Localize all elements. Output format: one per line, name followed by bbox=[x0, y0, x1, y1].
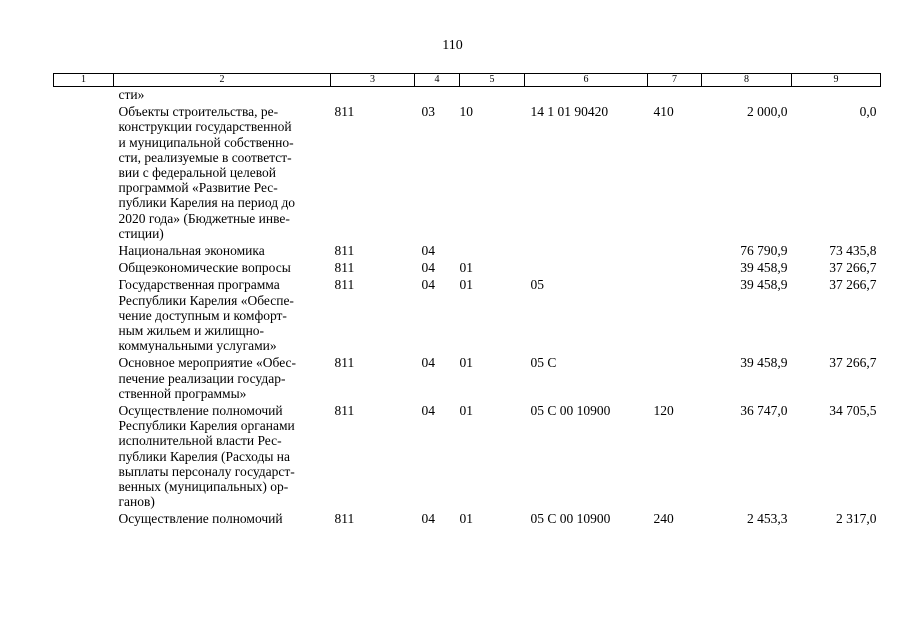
ministry-code bbox=[331, 87, 415, 103]
amount-year-2: 0,0 bbox=[859, 104, 877, 120]
row-index-cell bbox=[54, 87, 114, 103]
section-code: 04 bbox=[421, 511, 435, 527]
amount-year-1: 36 747,0 bbox=[740, 403, 788, 419]
column-number-4: 4 bbox=[415, 74, 460, 87]
amount-year-1: 39 458,9 bbox=[740, 277, 788, 293]
column-number-6: 6 bbox=[525, 74, 648, 87]
budget-table bbox=[53, 73, 881, 527]
section-code: 04 bbox=[421, 243, 435, 259]
amount-year-2 bbox=[792, 87, 881, 103]
amount-year-1: 76 790,9 bbox=[740, 243, 788, 259]
row-index-cell bbox=[54, 102, 114, 241]
ministry-code: 811 bbox=[334, 511, 355, 527]
table-row bbox=[54, 353, 881, 401]
column-number-9: 9 bbox=[792, 74, 881, 87]
section-code: 04 bbox=[421, 277, 435, 293]
section-code: 04 bbox=[421, 260, 435, 276]
amount-year-2: 37 266,7 bbox=[829, 355, 877, 371]
row-index-cell bbox=[54, 401, 114, 509]
target-article-code: 05 С bbox=[530, 355, 557, 371]
amount-year-1: 2 000,0 bbox=[747, 104, 788, 120]
subsection-code: 01 bbox=[459, 260, 473, 276]
amount-year-1: 2 453,3 bbox=[747, 511, 788, 527]
target-article-code bbox=[525, 241, 648, 258]
column-number-8: 8 bbox=[702, 74, 792, 87]
ministry-code: 811 bbox=[334, 104, 355, 120]
section-code: 04 bbox=[421, 403, 435, 419]
target-article-code: 05 С 00 10900 bbox=[530, 403, 611, 419]
target-article-code bbox=[525, 258, 648, 275]
target-article-code bbox=[525, 87, 648, 103]
amount-year-2: 37 266,7 bbox=[829, 277, 877, 293]
ministry-code: 811 bbox=[334, 260, 355, 276]
expense-type-code bbox=[648, 353, 702, 401]
column-number-5: 5 bbox=[460, 74, 525, 87]
amount-year-1: 39 458,9 bbox=[740, 355, 788, 371]
table-row bbox=[54, 401, 881, 509]
row-name: Осуществление полномочий Республики Карелия органами исполнительной власти Рес- публики Карелия (Расходы на выплаты персоналу государст- венных (муниципальных) ор- ганов) bbox=[118, 403, 295, 510]
expense-type-code: 410 bbox=[653, 104, 674, 120]
ministry-code: 811 bbox=[334, 355, 355, 371]
row-name: Объекты строительства, ре- конструкции государственной и муниципальной собственно- сти, реализуемые в соответст- вии с федеральной целевой программой «Развитие Рес- публики Карелия на период до 2020 года» (Бюджетные инве- стиции) bbox=[118, 104, 296, 241]
subsection-code: 01 bbox=[459, 355, 473, 371]
amount-year-2: 37 266,7 bbox=[829, 260, 877, 276]
subsection-code: 10 bbox=[459, 104, 473, 120]
row-name: Государственная программа Республики Карелия «Обеспе- чение доступным и комфорт- ным жильем и жилищно- коммунальными услугами» bbox=[118, 277, 294, 354]
table-row bbox=[54, 87, 881, 103]
section-code: 04 bbox=[421, 355, 435, 371]
expense-type-code: 240 bbox=[653, 511, 674, 527]
target-article-code: 05 С 00 10900 bbox=[530, 511, 611, 527]
table-row bbox=[54, 275, 881, 353]
row-index-cell bbox=[54, 275, 114, 353]
table-row bbox=[54, 102, 881, 241]
column-number-3: 3 bbox=[331, 74, 415, 87]
row-index-cell bbox=[54, 258, 114, 275]
expense-type-code bbox=[648, 258, 702, 275]
subsection-code bbox=[460, 241, 525, 258]
row-index-cell bbox=[54, 509, 114, 526]
expense-type-code bbox=[648, 275, 702, 353]
table-row bbox=[54, 509, 881, 526]
row-index-cell bbox=[54, 353, 114, 401]
ministry-code: 811 bbox=[334, 403, 355, 419]
row-index-cell bbox=[54, 241, 114, 258]
section-code: 03 bbox=[421, 104, 435, 120]
subsection-code: 01 bbox=[459, 403, 473, 419]
column-number-row bbox=[54, 74, 881, 87]
amount-year-2: 2 317,0 bbox=[836, 511, 877, 527]
ministry-code: 811 bbox=[334, 277, 355, 293]
column-number-2: 2 bbox=[114, 74, 331, 87]
section-code bbox=[415, 87, 460, 103]
table-body bbox=[54, 87, 881, 527]
row-name: Общеэкономические вопросы bbox=[118, 260, 291, 276]
subsection-code bbox=[460, 87, 525, 103]
subsection-code: 01 bbox=[459, 277, 473, 293]
subsection-code: 01 bbox=[459, 511, 473, 527]
table-row bbox=[54, 258, 881, 275]
row-name: Осуществление полномочий bbox=[118, 511, 283, 527]
target-article-code: 14 1 01 90420 bbox=[530, 104, 609, 120]
expense-type-code bbox=[648, 87, 702, 103]
column-number-7: 7 bbox=[648, 74, 702, 87]
amount-year-2: 73 435,8 bbox=[829, 243, 877, 259]
amount-year-1 bbox=[702, 87, 792, 103]
expense-type-code bbox=[648, 241, 702, 258]
amount-year-2: 34 705,5 bbox=[829, 403, 877, 419]
expense-type-code: 120 bbox=[653, 403, 674, 419]
row-name: сти» bbox=[118, 87, 145, 102]
row-name: Национальная экономика bbox=[118, 243, 265, 259]
ministry-code: 811 bbox=[334, 243, 355, 259]
table-row bbox=[54, 241, 881, 258]
row-name: Основное мероприятие «Обес- печение реализации государ- ственной программы» bbox=[118, 355, 297, 401]
amount-year-1: 39 458,9 bbox=[740, 260, 788, 276]
page-number: 110 bbox=[442, 38, 463, 53]
target-article-code: 05 bbox=[530, 277, 544, 293]
column-number-1: 1 bbox=[54, 74, 114, 87]
table-header bbox=[54, 74, 881, 87]
